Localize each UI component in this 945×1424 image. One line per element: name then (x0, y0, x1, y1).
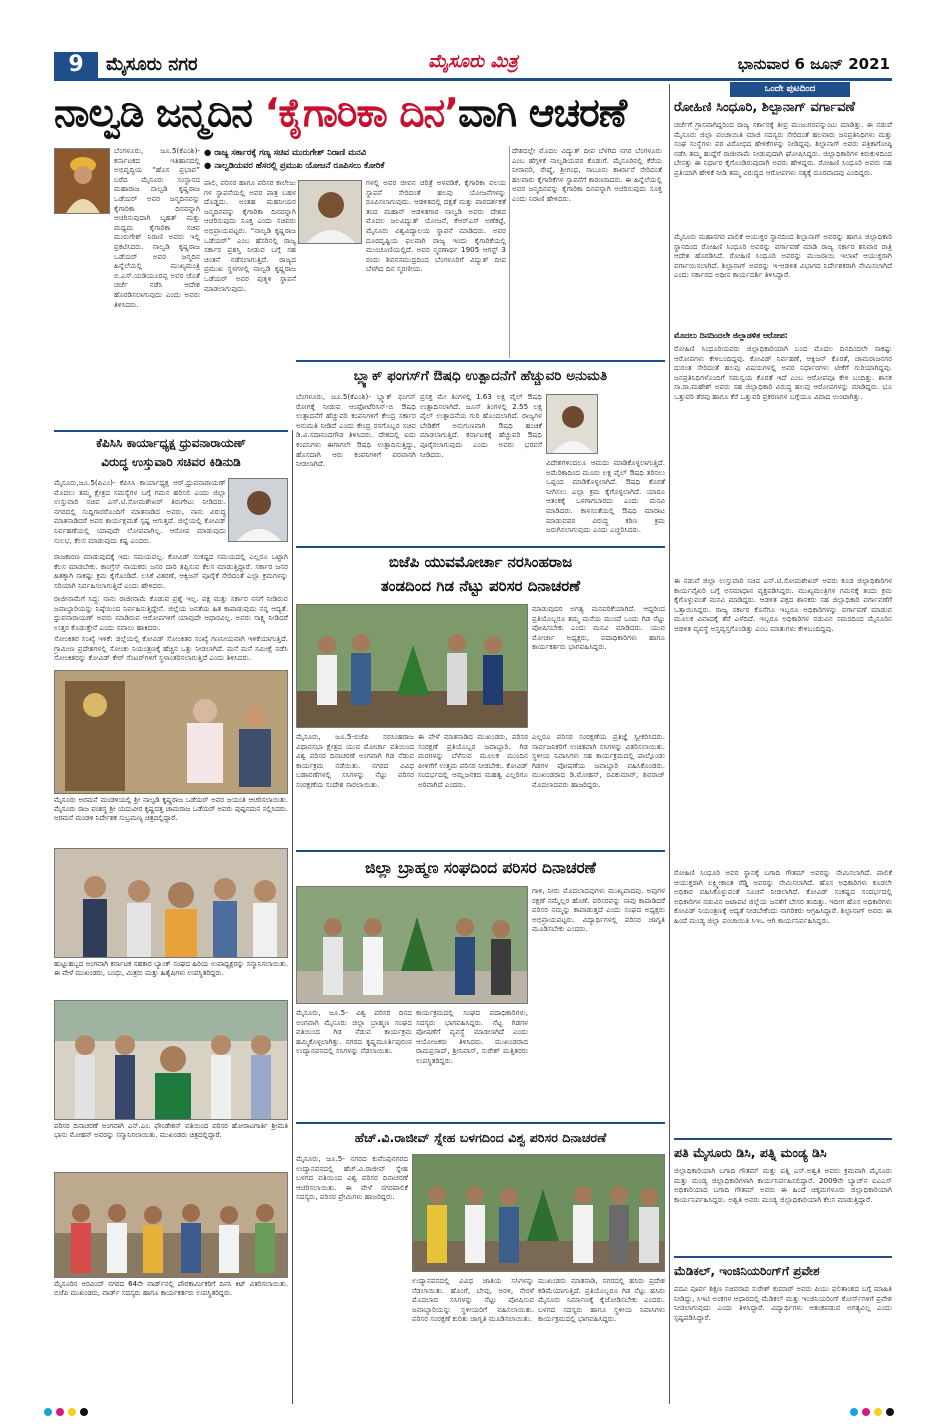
birthday-felicitation-photo (54, 848, 288, 958)
fungus-body-3: ವಿದೇಶಗಳಿಂದಲೂ ಆಮದು ಮಾಡಿಕೊಳ್ಳಲಾಗುತ್ತಿದೆ. ಅಮೆರಿಕಾದಿಂದ ಮೂರು ಲಕ್ಷ ವೈಲ್ ಔಷಧಿ ತರಿಸಲು ಒಪ್ಪಂದ ಮಾಡಿಕೊಳ್ಳಲಾಗಿದೆ. ಔಷಧಿ ಕೊರತೆ ನೀಗಿಸಲು ಎಲ್ಲಾ ಕ್ರಮ ಕೈಗೊಳ್ಳಲಾಗಿದೆ. ಯಾರೂ ಆತಂಕಕ್ಕೆ ಒಳಗಾಗಬಾರದು ಎಂದು ಮನವಿ ಮಾಡಿದರು. ಕಾಳಸಂತೆಯಲ್ಲಿ ಔಷಧಿ ಮಾರಾಟ ಮಾಡುವವರ ವಿರುದ್ಧ ಕಠಿಣ ಕ್ರಮ ಜರುಗಿಸಲಾಗುವುದು ಎಂದು ಎಚ್ಚರಿಸಿದರು. (546, 458, 665, 535)
transfer-subhead: ಮೊದಲು ದಿನದಿಂದಲೇ ಜಿಲ್ಲಾಡಳಿತ ಆರೋಪ: (674, 331, 788, 340)
minister-nirani-photo (298, 180, 362, 244)
lead-subhead-1: ● ರಾಜ್ಯ ಸರ್ಕಾರಕ್ಕೆ ಗಣ್ಯ ಸಚಿವ ಮುರುಗೇಶ್ ನಿರಾಣಿ ಮನವಿ (204, 147, 367, 157)
dc-headline: ಪತಿ ಮೈಸೂರು ಡಿಸಿ, ಪತ್ನಿ ಮಂಡ್ಯ ಡಿಸಿ (674, 1145, 827, 1160)
transfer-body-3: ರೋಹಿಣಿ ಸಿಂಧೂರಿಯವರು ಜಿಲ್ಲಾಧಿಕಾರಿಯಾಗಿ ಬಂದ ಮೊದಲ ದಿನದಿಂದಲೇ ಸಾಕಷ್ಟು ಆರೋಪಗಳು ಕೇಳಿಬಂದಿದ್ದವು. ಕೋವಿಡ್ ನಿರ್ವಹಣೆ, ಆಕ್ಸಿಜನ್ ಕೊರತೆ, ಚಾಮರಾಜನಗರ ದುರಂತ ಸೇರಿದಂತೆ ಹಲವು ವಿಷಯಗಳಲ್ಲಿ ಅವರ ನಿರ್ಧಾರಗಳು ಟೀಕೆಗೆ ಗುರಿಯಾಗಿದ್ದವು. ಜನಪ್ರತಿನಿಧಿಗಳೊಂದಿಗೆ ಸಮನ್ವಯ ಕೊರತೆ ಇದೆ ಎಂಬ ಆರೋಪವೂ ಕೇಳಿ ಬಂದಿತ್ತು. ಶಾಸಕ ಸಾ.ರಾ.ಮಹೇಶ್ ಅವರು ಸಹ ಜಿಲ್ಲಾಧಿಕಾರಿ ವಿರುದ್ಧ ಹಲವು ಆರೋಪಗಳನ್ನು ಮಾಡಿದ್ದರು. ಭೂ ಒತ್ತುವರಿ ತೆರವು ಹಾಗೂ ಕೆರೆ ಒತ್ತುವರಿ ಪ್ರಕರಣಗಳ ಬಗ್ಗೆಯೂ ವಿವಾದ ಉಂಟಾಗಿತ್ತು. (674, 344, 892, 401)
registration-dot-black-2 (886, 1408, 894, 1416)
dhruva-body-4: ಸೋಂಕಿತರ ಸಂಖ್ಯೆ ಇಳಿಕೆ: ಜಿಲ್ಲೆಯಲ್ಲಿ ಕೋವಿಡ್ ಸೋಂಕಿತರ ಸಂಖ್ಯೆ ಗಣನೀಯವಾಗಿ ಇಳಿಕೆಯಾಗುತ್ತಿದೆ. ಗ್ರಾಮೀಣ ಪ್ರದೇಶಗಳಲ್ಲಿ ಸೋಂಕು ನಿಯಂತ್ರಣಕ್ಕೆ ಹೆಚ್ಚಿನ ಒತ್ತು ನೀಡಲಾಗಿದೆ. ಮನೆ ಮನೆ ಸಮೀಕ್ಷೆ ನಡೆಸಿ ಸೋಂಕಿತರನ್ನು ಕೋವಿಡ್ ಕೇರ್ ಸೆಂಟರ್‌ಗಳಿಗೆ ಸ್ಥಳಾಂತರಿಸಲಾಗುತ್ತಿದೆ ಎಂದು ತಿಳಿಸಿದರು. (54, 634, 288, 663)
bjp-headline-2: ತಂಡದಿಂದ ಗಿಡ ನೆಟ್ಟು ಪರಿಸರ ದಿನಾಚರಣೆ (380, 577, 581, 595)
group-photo-icon (55, 1001, 288, 1120)
palace-ceremony-photo (54, 670, 288, 794)
dhruva-headline (54, 434, 288, 474)
maharaja-portrait (54, 148, 110, 214)
lead-headline-part1: ನಾಲ್ವಡಿ ಜನ್ಮದಿನ (54, 91, 265, 136)
left-rule-1 (54, 430, 288, 432)
brahmana-body-3: ಕಾರ್ಯಕ್ರಮದಲ್ಲಿ ಸಂಘದ ಪದಾಧಿಕಾರಿಗಳು, ಸದಸ್ಯರು ಭಾಗವಹಿಸಿದ್ದರು. ನೆಟ್ಟ ಗಿಡಗಳ ಪೋಷಣೆಗೆ ವ್ಯವಸ್ಥೆ ಮಾಡಲಾಗಿದೆ ಎಂದು ಆಯೋಜಕರು ತಿಳಿಸಿದರು. ಮುಖಂಡರಾದ ರಾಮಪ್ರಸಾದ್, ಶ್ರೀನಿವಾಸ್, ಸುರೇಶ್ ಮತ್ತಿತರರು ಉಪಸ್ಥಿತರಿದ್ದರು. (416, 1008, 528, 1065)
transfer-body-5: ರೋಹಿಣಿ ಸಿಂಧೂರಿ ಅವರ ಸ್ಥಾನಕ್ಕೆ ಬಗಾದಿ ಗೌತಮ್ ಅವರನ್ನು ನೇಮಿಸಲಾಗಿದೆ. ಪಾಲಿಕೆ ಆಯುಕ್ತರಾಗಿ ಲಕ್ಷ್ಮೀಕಾಂತ ರೆಡ್ಡಿ ಅವರನ್ನು ನೇಮಿಸಲಾಗಿದೆ. ಹೊಸ ಅಧಿಕಾರಿಗಳು ಕೂಡಲೇ ಅಧಿಕಾರ ವಹಿಸಿಕೊಳ್ಳುವಂತೆ ಸೂಚನೆ ನೀಡಲಾಗಿದೆ. ಕೋವಿಡ್ ಸಂಕಷ್ಟದ ಸಂದರ್ಭದಲ್ಲಿ ಅಧಿಕಾರಿಗಳ ನಡುವಿನ ಜಟಾಪಟಿ ಜಿಲ್ಲೆಯ ಜನತೆಗೆ ಬೇಸರ ತಂದಿತ್ತು. ಇದೀಗ ಹೊಸ ಅಧಿಕಾರಿಗಳು ಕೋವಿಡ್ ನಿಯಂತ್ರಣಕ್ಕೆ ಆದ್ಯತೆ ನೀಡಬೇಕೆಂದು ನಾಗರಿಕರು ಆಗ್ರಹಿಸಿದ್ದಾರೆ. ಶಿಲ್ಪಾನಾಗ್ ಅವರು ಈ ಹಿಂದೆ ಮಂಡ್ಯ ಜಿಲ್ಲಾ ಪಂಚಾಯಿತಿ ಸಿಇಒ ಆಗಿ ಕಾರ್ಯನಿರ್ವಹಿಸಿದ್ದರು. (674, 868, 892, 925)
bjp-body-2: ಈ ವೇಳೆ ಮಾತನಾಡಿದ ಮುಖಂಡರು, ಪರಿಸರ ಸಂರಕ್ಷಣೆ ಪ್ರತಿಯೊಬ್ಬರ ಜವಾಬ್ದಾರಿ. ಗಿಡ ಮರಗಳನ್ನು ಬೆಳೆಸುವ ಮೂಲಕ ಮುಂದಿನ ಪೀಳಿಗೆಗೆ ಉತ್ತಮ ಪರಿಸರ ನೀಡಬೇಕು. ಕೋವಿಡ್ ಸಂದರ್ಭದಲ್ಲಿ ಆಮ್ಲಜನಕದ ಮಹತ್ವ ಎಲ್ಲರಿಗೂ ಅರಿವಾಗಿದೆ ಎಂದರು. (418, 732, 528, 789)
dhruva-headline-2: ವಿರುದ್ಧ ಉಸ್ತುವಾರಿ ಸಚಿವರ ಕಿಡಿನುಡಿ (101, 455, 241, 469)
lead-headline-quote: ‘ಕೈಗಾರಿಕಾ ದಿನ’ (264, 91, 459, 136)
lead-subheads (204, 146, 500, 174)
rajeev-body-3: ಮುಖಂಡರು ಮಾತನಾಡಿ, ನಗರದಲ್ಲಿ ಹಸಿರು ಪ್ರದೇಶ ಕಡಿಮೆಯಾಗುತ್ತಿದೆ. ಪ್ರತಿಯೊಬ್ಬರೂ ಗಿಡ ನೆಟ್ಟು ಹಸಿರು ಮೈಸೂರು ನಿರ್ಮಾಣಕ್ಕೆ ಕೈಜೋಡಿಸಬೇಕು ಎಂದರು. ಬಳಗದ ಸದಸ್ಯರು ಹಾಗೂ ಸ್ಥಳೀಯ ನಿವಾಸಿಗಳು ಕಾರ್ಯಕ್ರಮದಲ್ಲಿ ಭಾಗವಹಿಸಿದ್ದರು. (538, 1276, 665, 1324)
somashekar-photo (228, 478, 288, 542)
palace-ceremony-caption: ಮೈಸೂರು ಅರಮನೆ ಮಂಡಳಿಯಲ್ಲಿ ಶ್ರೀ ನಾಲ್ವಡಿ ಕೃಷ್ಣರಾಜ ಒಡೆಯರ್ ಅವರ ಜಯಂತಿ ಆಚರಿಸಲಾಯಿತು. ಮೈಸೂರು ರಾಜ ವಂಶಸ್ಥ ಶ್ರೀ ಯದುವೀರ ಕೃಷ್ಣದತ್ತ ಚಾಮರಾಜ ಒಡೆಯರ್ ಅವರು ಪುಷ್ಪನಮನ ಸಲ್ಲಿಸಿದರು. ಅರಮನೆ ಮಂಡಳಿ ನಿರ್ದೇಶಕ ಸುಬ್ರಮಣ್ಯ ಚಿತ್ರದಲ್ಲಿದ್ದಾರೆ. (54, 796, 288, 822)
registration-dot-yellow-2 (874, 1408, 882, 1416)
lead-body-col3: ಗಳಲ್ಲಿ ಅವರ ಜೀವನ ಚರಿತ್ರೆ ಅಳವಡಿಕೆ, ಕೈಗಾರಿಕಾ ವಲಯ ಸ್ಥಾಪನೆ ಸೇರಿದಂತೆ ಹಲವು ಯೋಜನೆಗಳನ್ನು ರೂಪಿಸಲಾಗುವುದು. ಆಡಳಿತದಲ್ಲಿ ದಕ್ಷತೆ ಮತ್ತು ಪಾರದರ್ಶಕತೆ ತಂದ ಮಹಾನ್ ಆಡಳಿತಗಾರ ನಾಲ್ವಡಿ ಅವರು ದೇಶದ ಮೊದಲ ಜಲವಿದ್ಯುತ್ ಯೋಜನೆ, ಕೆಆರ್‌ಎಸ್ ಅಣೆಕಟ್ಟೆ, ಮೈಸೂರು ವಿಶ್ವವಿದ್ಯಾಲಯ ಸ್ಥಾಪನೆ ಮಾಡಿದರು. ಅವರ ದೂರದೃಷ್ಟಿಯ ಫಲವಾಗಿ ರಾಜ್ಯ ಇಂದು ಕೈಗಾರಿಕೆಯಲ್ಲಿ ಮುಂಚೂಣಿಯಲ್ಲಿದೆ. ಅವರ ಸ್ಮರಣಾರ್ಥ 1905 ಆಗಸ್ಟ್ 3 ರಂದು ಶಿವನಸಮುದ್ರದಿಂದ ಬೆಂಗಳೂರಿಗೆ ವಿದ್ಯುತ್ ದೀಪ ಬೆಳಗಿದ ದಿನ ಸ್ಮರಣೀಯ. (366, 178, 506, 274)
fungus-body-2: ಪ್ರಸಕ್ತ ಮೇ ತಿಂಗಳಲ್ಲಿ 1.63 ಲಕ್ಷ ವೈಲ್ ಔಷಧಿ ಉತ್ಪಾದಿಸಲಾಗಿದೆ. ಜೂನ್ ತಿಂಗಳಲ್ಲಿ 2.55 ಲಕ್ಷ ವೈಲ್ ಉತ್ಪಾದನೆಯ ಗುರಿ ಹೊಂದಲಾಗಿದೆ. ರಾಜ್ಯಗಳ ಬೇಡಿಕೆಗೆ ಅನುಗುಣವಾಗಿ ಔಷಧಿ ಹಂಚಿಕೆ ಮಾಡಲಾಗುತ್ತಿದೆ. ಕರ್ನಾಟಕಕ್ಕೆ ಹೆಚ್ಚುವರಿ ಔಷಧಿ ಪೂರೈಸಲಾಗುವುದು ಎಂದು ಅವರು ಭರವಸೆ ನೀಡಿದರು. (420, 392, 542, 459)
environment-felicitation-caption: ಪರಿಸರ ದಿನಾಚರಣೆ ಅಂಗವಾಗಿ ಎನ್.ಎಂ. ಫೌಂಡೇಶನ್ ವತಿಯಿಂದ ಪರಿಸರ ಹೋರಾಟಗಾರ್ತಿ ಶ್ರೀಮತಿ ಭಾನು ಮೋಹನ್ ಅವರನ್ನು ಸನ್ಮಾನಿಸಲಾಯಿತು. ಮುಖಂಡರು ಚಿತ್ರದಲ್ಲಿದ್ದಾರೆ. (54, 1122, 288, 1139)
sadananda-gowda-photo (546, 394, 598, 454)
dc-body: ಜಿಲ್ಲಾಧಿಕಾರಿಯಾಗಿ ಬಗಾದಿ ಗೌತಮ್ ಮತ್ತು ಪತ್ನಿ ಎಸ್.ಅಶ್ವತಿ ಅವರು ಕ್ರಮವಾಗಿ ಮೈಸೂರು ಮತ್ತು ಮಂಡ್ಯ ಜಿಲ್ಲಾಧಿಕಾರಿಗಳಾಗಿ ಕಾರ್ಯನಿರ್ವಹಿಸಲಿದ್ದಾರೆ. 2009ನೇ ಬ್ಯಾಚ್‌ನ ಐಎಎಸ್ ಅಧಿಕಾರಿಯಾದ ಬಗಾದಿ ಗೌತಮ್ ಅವರು ಈ ಹಿಂದೆ ಚಿಕ್ಕಮಗಳೂರು ಜಿಲ್ಲಾಧಿಕಾರಿಯಾಗಿ ಕಾರ್ಯನಿರ್ವಹಿಸಿದ್ದರು. ಅಶ್ವತಿ ಅವರು ಮಂಡ್ಯ ಜಿಲ್ಲಾಧಿಕಾರಿಯಾಗಿ ಕೆಲಸ ಮಾಡುತ್ತಿದ್ದಾರೆ. (674, 1166, 892, 1204)
section-title: ಮೈಸೂರು ನಗರ (106, 54, 198, 75)
ration-kit-photo (54, 1172, 288, 1278)
medical-body: ಪದವಿ ಪೂರ್ವ ಶಿಕ್ಷಣ ಸಚಿವರಾದ ಸುರೇಶ್ ಕುಮಾರ್ ಅವರು ಪಿಯು ಫಲಿತಾಂಶದ ಬಗ್ಗೆ ಮಾಹಿತಿ ನೀಡಿದ್ದು, ಸಿಇಟಿ ಅಂಕಗಳ ಆಧಾರದಲ್ಲಿ ಮೆಡಿಕಲ್ ಮತ್ತು ಇಂಜಿನಿಯರಿಂಗ್ ಕೋರ್ಸ್‌ಗಳಿಗೆ ಪ್ರವೇಶ ನೀಡಲಾಗುವುದು ಎಂದು ತಿಳಿಸಿದ್ದಾರೆ. ವಿದ್ಯಾರ್ಥಿಗಳು ಆತಂಕಪಡುವ ಅಗತ್ಯವಿಲ್ಲ ಎಂದು ಸ್ಪಷ್ಟಪಡಿಸಿದ್ದಾರೆ. (674, 1284, 892, 1322)
rajeev-headline: ಹೆಚ್.ವಿ.ರಾಜೀವ್ ಸ್ನೇಹ ಬಳಗದಿಂದ ವಿಶ್ವ ಪರಿಸರ ದಿನಾಚರಣೆ (354, 1130, 607, 1145)
transfer-headline: ರೋಹಿಣಿ ಸಿಂಧೂರಿ, ಶಿಲ್ಪಾನಾಗ್ ವರ್ಗಾವಣೆ (674, 100, 856, 115)
tree-planting-photo-icon (413, 1155, 665, 1272)
center-rule-3 (296, 850, 665, 852)
ceremony-photo-icon (55, 671, 288, 794)
lead-headline (54, 86, 666, 142)
brahmana-headline: ಜಿಲ್ಲಾ ಬ್ರಾಹ್ಮಣ ಸಂಘದಿಂದ ಪರಿಸರ ದಿನಾಚರಣೆ (365, 859, 596, 877)
center-rule-2 (296, 546, 665, 548)
rajeev-body-2: ಉದ್ಯಾನವನದಲ್ಲಿ ವಿವಿಧ ಜಾತಿಯ ಸಸಿಗಳನ್ನು ನೆಡಲಾಯಿತು. ಹೊಂಗೆ, ಬೇವು, ಅರಳಿ, ನೇರಳೆ ಮೊದಲಾದ ಸಸಿಗಳನ್ನು ನೆಟ್ಟು ಪೋಷಿಸುವ ಜವಾಬ್ದಾರಿಯನ್ನು ಸ್ಥಳೀಯರಿಗೆ ವಹಿಸಲಾಯಿತು. ಪರಿಸರ ಸಂರಕ್ಷಣೆ ಕುರಿತು ಜಾಗೃತಿ ಮೂಡಿಸಲಾಯಿತು. (412, 1276, 534, 1324)
lead-headline-part2: ವಾಗಿ ಆಚರಣೆ (458, 91, 627, 136)
masthead (0, 0, 945, 84)
person-photo-icon (229, 479, 288, 542)
lead-body-col2: ಪಾಲಿ, ಪರಿಸರ ಹಾಗೂ ಪರಿಸರ ಕಾಲೇಜು ಗಳ ಸ್ಥಾಪನೆಯಲ್ಲಿ ಅವರ ಪಾತ್ರ ಬಹಳ ದೊಡ್ಡದು. ಅಂತಹ ಮಹನೀಯರ ಜನ್ಮದಿನವನ್ನು ಕೈಗಾರಿಕಾ ದಿನವನ್ನಾಗಿ ಆಚರಿಸುವುದು ಸೂಕ್ತ ಎಂದು ಸಚಿವರು ಅಭಿಪ್ರಾಯಪಟ್ಟರು. “ನಾಲ್ವಡಿ ಕೃಷ್ಣರಾಜ ಒಡೆಯರ್” ಎಂಬ ಹೆಸರಿನಲ್ಲಿ ರಾಜ್ಯ ಸರ್ಕಾರ ಪ್ರಶಸ್ತಿ ನೀಡುವ ಬಗ್ಗೆ ಸಹ ಚಿಂತನೆ ನಡೆಸಲಾಗುತ್ತಿದೆ. ರಾಜ್ಯದ ಪ್ರಮುಖ ಸ್ಥಳಗಳಲ್ಲಿ ನಾಲ್ವಡಿ ಕೃಷ್ಣರಾಜ ಒಡೆಯರ್ ಅವರ ಪುತ್ಥಳಿ ಸ್ಥಾಪನೆ ಮಾಡಲಾಗುವುದು. (204, 178, 296, 293)
person-photo-icon (299, 181, 362, 244)
dhruva-body-1: ಮೈಸೂರು,ಜೂ.5(ಪಿಎಂ)- ಕೆಪಿಸಿಸಿ ಕಾರ್ಯಾಧ್ಯಕ್ಷ ಆರ್.ಧ್ರುವನಾರಾಯಣ್ ಮೊದಲು ತಮ್ಮ ಕ್ಷೇತ್ರದ ಸಮಸ್ಯೆಗಳ ಬಗ್ಗೆ ಗಮನ ಹರಿಸಲಿ ಎಂದು ಜಿಲ್ಲಾ ಉಸ್ತುವಾರಿ ಸಚಿವ ಎಸ್.ಟಿ.ಸೋಮಶೇಖರ್ ತಿರುಗೇಟು ನೀಡಿದರು. ನಗರದಲ್ಲಿ ಸುದ್ದಿಗಾರರೊಂದಿಗೆ ಮಾತನಾಡಿದ ಅವರು, ನಾನು ವಿರುದ್ಧ ಮಾತನಾಡಿದರೆ ಅವರ ಕಾರ್ಯಕ್ಷಮತೆ ಸ್ಪಷ್ಟ ಆಗುತ್ತದೆ. ಜಿಲ್ಲೆಯಲ್ಲಿ ಕೋವಿಡ್ ನಿರ್ವಹಣೆಯಲ್ಲಿ ಯಾವುದೇ ಲೋಪವಾಗಿಲ್ಲ. ಆರೋಪ ಮಾಡುವುದು ಸುಲಭ, ಕೆಲಸ ಮಾಡುವುದು ಕಷ್ಟ ಎಂದರು. (54, 478, 226, 545)
lead-body-col1: ಬೆಂಗಳೂರು, ಜೂ.5(ಕೆಎಂಶಿ)- ಕರ್ನಾಟಕದ ಇತಿಹಾಸದಲ್ಲಿ ಅಭಿವೃದ್ಧಿಯ “ಹೊಸ ಪ್ರಭಾವ” ಬರೆದ ಮೈಸೂರು ಸಂಸ್ಥಾನದ ಮಹಾರಾಜ ನಾಲ್ವಡಿ ಕೃಷ್ಣರಾಜ ಒಡೆಯರ್ ಅವರ ಜನ್ಮದಿನವನ್ನು ಕೈಗಾರಿಕಾ ದಿನವನ್ನಾಗಿ ಆಚರಿಸುವುದಾಗಿ ಬೃಹತ್ ಮತ್ತು ಮಧ್ಯಮ ಕೈಗಾರಿಕಾ ಸಚಿವ ಮುರುಗೇಶ್ ನಿರಾಣಿ ಅವರು ಇಲ್ಲಿ ಪ್ರಕಟಿಸಿದರು. ನಾಲ್ವಡಿ ಕೃಷ್ಣರಾಜ ಒಡೆಯರ್ ಅವರ ಜನ್ಮದಿನ ಹಿನ್ನೆಲೆಯಲ್ಲಿ ಮುಖ್ಯಮಂತ್ರಿ ಬಿ.ಎಸ್.ಯಡಿಯೂರಪ್ಪ ಅವರ ಜೊತೆ ಚರ್ಚೆ ನಡೆಸಿ ಆದೇಶ ಹೊರಡಿಸಲಾಗುವುದು ಎಂದು ಅವರು ತಿಳಿಸಿದರು. (114, 146, 200, 309)
page-number: 9 (54, 52, 98, 78)
lead-subhead-2: ● ನಾಲ್ವಡಿಯವರ ಹೆಸರಲ್ಲಿ ಪ್ರಮುಖ ಯೋಜನೆ ರೂಪಿಸಲು ಕೋರಿಕೆ (204, 160, 385, 170)
center-rule-1 (296, 360, 665, 362)
bjp-body-3: ಮಾಡುವುದರ ಅಗತ್ಯ ಮನವರಿಕೆಯಾಗಿದೆ. ಆದ್ದರಿಂದ ಪ್ರತಿಯೊಬ್ಬರೂ ತಮ್ಮ ಮನೆಯ ಮುಂದೆ ಒಂದು ಗಿಡ ನೆಟ್ಟು ಪೋಷಿಸಬೇಕು ಎಂದು ಮನವಿ ಮಾಡಿದರು. ಯುವ ಮೋರ್ಚಾ ಅಧ್ಯಕ್ಷರು, ಪದಾಧಿಕಾರಿಗಳು ಹಾಗೂ ಕಾರ್ಯಕರ್ತರು ಭಾಗವಹಿಸಿದ್ದರು. (532, 604, 665, 652)
right-col-divider (669, 84, 670, 1404)
registration-dot-black (80, 1408, 88, 1416)
rajeev-body-1: ಮೈಸೂರು, ಜೂ.5- ನಗರದ ಕುವೆಂಪುನಗರದ ಉದ್ಯಾನವನದಲ್ಲಿ ಹೆಚ್.ವಿ.ರಾಜೀವ್ ಸ್ನೇಹ ಬಳಗದ ವತಿಯಿಂದ ವಿಶ್ವ ಪರಿಸರ ದಿನಾಚರಣೆ ಆಚರಿಸಲಾಯಿತು. ಈ ವೇಳೆ ನಗರಪಾಲಿಕೆ ಸದಸ್ಯರು, ಪರಿಸರ ಪ್ರೇಮಿಗಳು ಹಾಜರಿದ್ದರು. (296, 1154, 408, 1202)
left-col-divider (292, 430, 293, 1404)
bjp-headline-1: ಬಿಜೆಪಿ ಯುವಮೋರ್ಚಾ ನರಸಿಂಹರಾಜ (388, 553, 573, 571)
registration-dot-cyan-2 (850, 1408, 858, 1416)
rajeev-body-1b (296, 1298, 408, 1402)
brahmana-body-1: ಮೈಸೂರು, ಜೂ.5- ವಿಶ್ವ ಪರಿಸರ ದಿನದ ಅಂಗವಾಗಿ ಮೈಸೂರು ಜಿಲ್ಲಾ ಬ್ರಾಹ್ಮಣ ಸಂಘದ ವತಿಯಿಂದ ಗಿಡ ನೆಡುವ ಕಾರ್ಯಕ್ರಮ ಹಮ್ಮಿಕೊಳ್ಳಲಾಗಿತ್ತು. ನಗರದ ಕೃಷ್ಣಮೂರ್ತಿಪುರಂನ ಉದ್ಯಾನವನದಲ್ಲಿ ಸಸಿಗಳನ್ನು ನೆಡಲಾಯಿತು. (296, 1008, 412, 1056)
bjp-tree-planting-photo (296, 604, 528, 728)
tree-planting-photo-icon (297, 887, 528, 1004)
bjp-headline (296, 550, 665, 600)
tree-planting-photo-icon (297, 605, 528, 728)
group-photo-icon (55, 849, 288, 958)
group-photo-icon (55, 1173, 288, 1278)
col-divider (509, 146, 510, 358)
bjp-body-1: ಮೈಸೂರು, ಜೂ.5-ಬಿಜೆಪಿ ನರಸಿಂಹರಾಜ ವಿಧಾನಸಭಾ ಕ್ಷೇತ್ರದ ಯುವ ಮೋರ್ಚಾ ವತಿಯಿಂದ ವಿಶ್ವ ಪರಿಸರ ದಿನಾಚರಣೆ ಅಂಗವಾಗಿ ಗಿಡ ನೆಡುವ ಕಾರ್ಯಕ್ರಮ ನಡೆಯಿತು. ನಗರದ ವಿವಿಧ ಬಡಾವಣೆಗಳಲ್ಲಿ ಸಸಿಗಳನ್ನು ನೆಟ್ಟು ಪರಿಸರ ಸಂರಕ್ಷಣೆಯ ಸಂದೇಶ ಸಾರಲಾಯಿತು. (296, 732, 414, 789)
dhruva-headline-1: ಕೆಪಿಸಿಸಿ ಕಾರ್ಯಾಧ್ಯಕ್ಷ ಧ್ರುವನಾರಾಯಣ್ (96, 436, 246, 450)
dhruva-body-3: ರಾಜೀನಾಮೆಗೆ ಸಿದ್ಧ: ನಾನು ರಾಜೀನಾಮೆ ಕೊಡುವ ಪ್ರಶ್ನೆ ಇಲ್ಲ. ಪಕ್ಷ ಮತ್ತು ಸರ್ಕಾರ ನನಗೆ ನೀಡಿರುವ ಜವಾಬ್ದಾರಿಯನ್ನು ನಿಷ್ಠೆಯಿಂದ ನಿರ್ವಹಿಸುತ್ತಿದ್ದೇನೆ. ಜಿಲ್ಲೆಯ ಜನತೆಯ ಹಿತ ಕಾಪಾಡುವುದು ನನ್ನ ಆದ್ಯತೆ. ಧ್ರುವನಾರಾಯಣ್ ಅವರು ಮಾಡಿರುವ ಆರೋಪಗಳಿಗೆ ಯಾವುದೇ ಆಧಾರವಿಲ್ಲ. ಅವರು ಸಾಕ್ಷ್ಯ ನೀಡಿದರೆ ಉತ್ತರ ಕೊಡುತ್ತೇನೆ ಎಂದು ಸವಾಲು ಹಾಕಿದರು. (54, 594, 288, 632)
person-photo-icon (547, 395, 598, 454)
ration-kit-caption: ಮೈಸೂರಿನ ಅರವಿಂದ್ ನಗರದ 64ನೇ ವಾರ್ಡ್‌ನಲ್ಲಿ ಪೌರಕಾರ್ಮಿಕರಿಗೆ ದಿನಸಿ ಕಿಟ್ ವಿತರಿಸಲಾಯಿತು. ಬಿಜೆಪಿ ಮುಖಂಡರು, ವಾರ್ಡ್ ಸದಸ್ಯರು ಹಾಗೂ ಕಾರ್ಯಕರ್ತರು ಉಪಸ್ಥಿತರಿದ್ದರು. (54, 1280, 288, 1297)
birthday-felicitation-caption: ಹುಟ್ಟುಹಬ್ಬದ ಅಂಗವಾಗಿ ಕರ್ನಾಟಕ ಸಹಕಾರ ಬ್ಯಾಂಕ್ ಸಂಘದ ಹಿರಿಯ ಉಪಾಧ್ಯಕ್ಷರನ್ನು ಸನ್ಮಾನಿಸಲಾಯಿತು. ಈ ವೇಳೆ ಮುಖಂಡರು, ಬಂಧು, ಮಿತ್ರರು ಮತ್ತು ಹಿತೈಷಿಗಳು ಉಪಸ್ಥಿತರಿದ್ದರು. (54, 960, 288, 977)
portrait-figure-icon (55, 149, 110, 214)
lead-body-col4: ದೇಶದಲ್ಲೇ ಮೊದಲ ವಿದ್ಯುತ್ ದೀಪ ಬೆಳಗಿದ ನಗರ ಬೆಂಗಳೂರು ಎಂಬ ಹೆಗ್ಗಳಿಕೆ ನಾಲ್ವಡಿಯವರ ಕೊಡುಗೆ. ಮೈಸೂರಿನಲ್ಲಿ ಕೆರೆಯ ನೀರಾವರಿ, ರೇಷ್ಮೆ, ಶ್ರೀಗಂಧ, ಸಾಬೂನು ಕಾರ್ಖಾನೆ ಸೇರಿದಂತೆ ಹಲವಾರು ಕೈಗಾರಿಕೆಗಳ ಸ್ಥಾಪನೆಗೆ ಕಾರಣರಾದರು. ಈ ಹಿನ್ನೆಲೆಯಲ್ಲಿ ಅವರ ಜನ್ಮದಿನವನ್ನು ಕೈಗಾರಿಕಾ ದಿನವನ್ನಾಗಿ ಆಚರಿಸುವುದು ಸೂಕ್ತ ಎಂದು ನಿರಾಣಿ ಹೇಳಿದರು. (512, 146, 662, 203)
center-rule-4 (296, 1122, 665, 1124)
dhruva-body-2: ರಾಜಕಾರಣ ಮಾಡುವುದಕ್ಕೆ ಇದು ಸಮಯವಲ್ಲ. ಕೋವಿಡ್ ಸಂಕಷ್ಟದ ಸಮಯದಲ್ಲಿ ಎಲ್ಲರೂ ಒಟ್ಟಾಗಿ ಕೆಲಸ ಮಾಡಬೇಕು. ಕಾಂಗ್ರೆಸ್ ನಾಯಕರು ಜನರ ದಾರಿ ತಪ್ಪಿಸುವ ಕೆಲಸ ಮಾಡುತ್ತಿದ್ದಾರೆ. ಸರ್ಕಾರ ಜನರ ಹಿತಕ್ಕಾಗಿ ಸಾಕಷ್ಟು ಕ್ರಮ ಕೈಗೊಂಡಿದೆ. ಲಸಿಕೆ ವಿತರಣೆ, ಆಕ್ಸಿಜನ್ ಪೂರೈಕೆ ಸೇರಿದಂತೆ ಎಲ್ಲಾ ಕ್ರಮಗಳನ್ನು ಸರಿಯಾಗಿ ನಿರ್ವಹಿಸಲಾಗುತ್ತಿದೆ ಎಂದು ಹೇಳಿದರು. (54, 552, 288, 590)
transfer-body-2: ಮೈಸೂರು ಮಹಾನಗರ ಪಾಲಿಕೆ ಆಯುಕ್ತರ ಸ್ಥಾನದಿಂದ ಶಿಲ್ಪಾನಾಗ್ ಅವರನ್ನು ಹಾಗೂ ಜಿಲ್ಲಾಧಿಕಾರಿ ಸ್ಥಾನದಿಂದ ರೋಹಿಣಿ ಸಿಂಧೂರಿ ಅವರನ್ನು ವರ್ಗಾವಣೆ ಮಾಡಿ ರಾಜ್ಯ ಸರ್ಕಾರ ಶನಿವಾರ ರಾತ್ರಿ ಆದೇಶ ಹೊರಡಿಸಿದೆ. ರೋಹಿಣಿ ಸಿಂಧೂರಿ ಅವರನ್ನು ಮುಜರಾಯಿ ಇಲಾಖೆ ಆಯುಕ್ತರಾಗಿ ವರ್ಗಾಯಿಸಲಾಗಿದೆ. ಶಿಲ್ಪಾನಾಗ್ ಅವರನ್ನು ಇ-ಆಡಳಿತ ವಿಭಾಗದ ನಿರ್ದೇಶಕರಾಗಿ ನೇಮಿಸಲಾಗಿದೆ ಎಂದು ಸರ್ಕಾರದ ಅಧೀನ ಕಾರ್ಯದರ್ಶಿ ತಿಳಿಸಿದ್ದಾರೆ. (674, 232, 892, 280)
environment-felicitation-photo (54, 1000, 288, 1120)
registration-dot-cyan (44, 1408, 52, 1416)
medical-headline: ಮೆಡಿಕಲ್, ಇಂಜಿನಿಯರಿಂಗ್‌ಗೆ ಪ್ರವೇಶ (674, 1264, 820, 1278)
transfer-body-1: ಚರ್ಚೆಗೆ ಗ್ರಾಸವಾಗಿದ್ದರಿಂದ ರಾಜ್ಯ ಸರ್ಕಾರಕ್ಕೆ ತೀವ್ರ ಮುಜುಗರವನ್ನುಂಟು ಮಾಡಿತ್ತು. ಈ ನಡುವೆ ಮೈಸೂರು ಜಿಲ್ಲಾ ಪಂಚಾಯಿತಿ ಮಾಜಿ ಸದಸ್ಯರು ಸೇರಿದಂತೆ ಹಲವಾರು ಜನಪ್ರತಿನಿಧಿಗಳು ಮತ್ತು ಸಂಘ ಸಂಸ್ಥೆಗಳು ಪರ ವಿರೋಧದ ಹೇಳಿಕೆಗಳನ್ನು ನೀಡಿದ್ದವು. ಶಿಲ್ಪಾನಾಗ್ ಅವರು ಪತ್ರಿಕಾಗೋಷ್ಠಿ ನಡೆಸಿ ತಮ್ಮ ಹುದ್ದೆಗೆ ರಾಜೀನಾಮೆ ನೀಡುವುದಾಗಿ ಘೋಷಿಸಿದ್ದರು. ಜಿಲ್ಲಾಧಿಕಾರಿಗಳ ಕಿರುಕುಳದಿಂದ ಬೇಸತ್ತು ಈ ನಿರ್ಧಾರ ಕೈಗೊಂಡಿರುವುದಾಗಿ ಅವರು ಹೇಳಿದ್ದರು. ರೋಹಿಣಿ ಸಿಂಧೂರಿ ಅವರು ಸಹ ಪ್ರತಿಯಾಗಿ ಹೇಳಿಕೆ ನೀಡಿ ತಮ್ಮ ವಿರುದ್ಧದ ಆರೋಪಗಳು ಸತ್ಯಕ್ಕೆ ದೂರವಾದವು ಎಂದಿದ್ದರು. (674, 120, 892, 177)
masthead-rule (54, 78, 892, 81)
right-rule-1 (674, 1138, 892, 1140)
registration-dot-magenta (56, 1408, 64, 1416)
fungus-headline: ಬ್ಲ್ಯಾಕ್ ಫಂಗಸ್‌ಗೆ ಔಷಧಿ ಉತ್ಪಾದನೆಗೆ ಹೆಚ್ಚುವರಿ ಅನುಮತಿ (353, 368, 608, 384)
right-rule-2 (674, 1256, 892, 1258)
bjp-body-4: ಎಲ್ಲರೂ ಪರಿಸರ ಸಂರಕ್ಷಣೆಯ ಪ್ರತಿಜ್ಞೆ ಸ್ವೀಕರಿಸಿದರು. ಸಾರ್ವಜನಿಕರಿಗೆ ಉಚಿತವಾಗಿ ಸಸಿಗಳನ್ನು ವಿತರಿಸಲಾಯಿತು. ಸ್ಥಳೀಯ ನಿವಾಸಿಗಳು ಸಹ ಕಾರ್ಯಕ್ರಮದಲ್ಲಿ ಪಾಲ್ಗೊಂಡು ಗಿಡಗಳ ಪೋಷಣೆಯ ಜವಾಬ್ದಾರಿ ವಹಿಸಿಕೊಂಡರು. ಮುಖಂಡರಾದ ಡಿ.ಮೋಹನ್, ರವಿಕುಮಾರ್, ಶಿವರಾಜ್ ಮೊದಲಾದವರು ಹಾಜರಿದ್ದರು. (532, 732, 665, 789)
paper-logo: ಮೈಸೂರು ಮಿತ್ರ (428, 51, 518, 72)
brahmana-body-2: ಗಾಳಿ, ನೀರು ಮೊದಲಾದವುಗಳು ಮುಖ್ಯವಾದವು. ಅವುಗಳ ರಕ್ಷಣೆ ನಮ್ಮೆಲ್ಲರ ಹೊಣೆ. ಪರಿಸರವನ್ನು ನಾವು ಕಾಪಾಡಿದರೆ ಪರಿಸರ ನಮ್ಮನ್ನು ಕಾಪಾಡುತ್ತದೆ ಎಂದು ಸಂಘದ ಅಧ್ಯಕ್ಷರು ಅಭಿಪ್ರಾಯಪಟ್ಟರು. ವಿದ್ಯಾರ್ಥಿಗಳಲ್ಲಿ ಪರಿಸರ ಜಾಗೃತಿ ಮೂಡಿಸಬೇಕು ಎಂದರು. (532, 886, 665, 934)
registration-dot-magenta-2 (862, 1408, 870, 1416)
onde-mutta-tag: ಒಂದೇ ಪುಟದಿಂದ (730, 82, 850, 97)
transfer-body-4: ಈ ನಡುವೆ ಜಿಲ್ಲಾ ಉಸ್ತುವಾರಿ ಸಚಿವ ಎಸ್.ಟಿ.ಸೋಮಶೇಖರ್ ಅವರು ಕೂಡ ಜಿಲ್ಲಾಧಿಕಾರಿಗಳ ಕಾರ್ಯವೈಖರಿ ಬಗ್ಗೆ ಅಸಮಾಧಾನ ವ್ಯಕ್ತಪಡಿಸಿದ್ದರು. ಮುಖ್ಯಮಂತ್ರಿಗಳ ಗಮನಕ್ಕೆ ತಂದು ಕ್ರಮ ಕೈಗೊಳ್ಳುವಂತೆ ಮನವಿ ಮಾಡಿದ್ದರು. ಆಡಳಿತ ಪಕ್ಷದ ಶಾಸಕರು ಸಹ ಜಿಲ್ಲಾಧಿಕಾರಿ ವರ್ಗಾವಣೆಗೆ ಒತ್ತಾಯಿಸಿದ್ದರು. ರಾಜ್ಯ ಸರ್ಕಾರ ಕೊನೆಗೂ ಇಬ್ಬರೂ ಅಧಿಕಾರಿಗಳನ್ನು ವರ್ಗಾವಣೆ ಮಾಡುವ ಮೂಲಕ ವಿವಾದಕ್ಕೆ ತೆರೆ ಎಳೆದಿದೆ. ಇಬ್ಬರೂ ಅಧಿಕಾರಿಗಳ ನಡುವಿನ ಸಮರದಿಂದ ಮೈಸೂರಿನ ಆಡಳಿತ ವ್ಯವಸ್ಥೆ ಅಸ್ತವ್ಯಸ್ತಗೊಂಡಿತ್ತು ಎಂಬ ಮಾತುಗಳು ಕೇಳಿಬಂದಿದ್ದವು. (674, 576, 892, 633)
registration-dot-yellow (68, 1408, 76, 1416)
fungus-body-1: ಬೆಂಗಳೂರು, ಜೂ.5(ಕೆಎಂಶಿ)- ಬ್ಲ್ಯಾಕ್ ಫಂಗಸ್ ರೋಗಕ್ಕೆ ನೀಡುವ ಆಂಫೋಟೆರಿಸಿನ್-ಬಿ ಔಷಧಿ ಉತ್ಪಾದನೆಗೆ ಹೆಚ್ಚುವರಿ ಕಂಪನಿಗಳಿಗೆ ಕೇಂದ್ರ ಸರ್ಕಾರ ಅನುಮತಿ ನೀಡಿದೆ ಎಂದು ಕೇಂದ್ರ ರಸಗೊಬ್ಬರ ಸಚಿವ ಡಿ.ವಿ.ಸದಾನಂದಗೌಡ ತಿಳಿಸಿದರು. ದೇಶದಲ್ಲಿ ಐದು ಕಂಪನಿಗಳು ಈಗಾಗಲೇ ಔಷಧಿ ಉತ್ಪಾದಿಸುತ್ತಿದ್ದು, ಹೊಸದಾಗಿ ಆರು ಕಂಪನಿಗಳಿಗೆ ಪರವಾನಗಿ ನೀಡಲಾಗಿದೆ. (296, 392, 416, 469)
brahmana-planting-photo (296, 886, 528, 1004)
issue-date: ಭಾನುವಾರ 6 ಜೂನ್ 2021 (737, 55, 890, 73)
rajeev-planting-photo (412, 1154, 665, 1272)
